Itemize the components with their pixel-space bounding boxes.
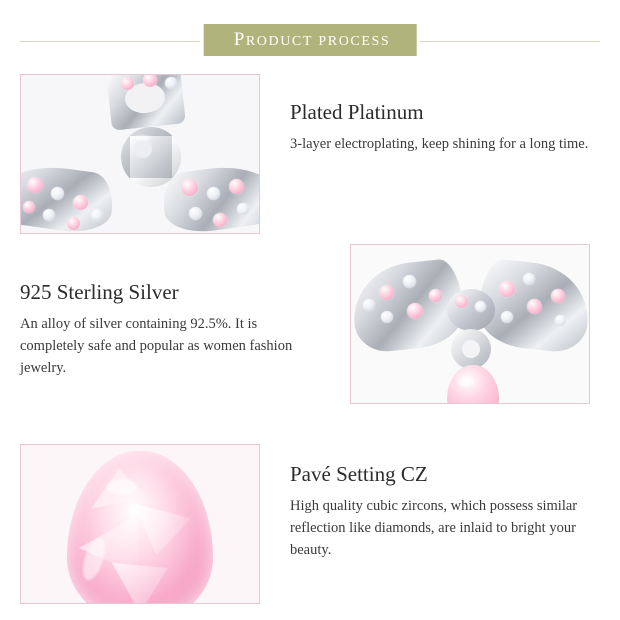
section-title-plated-platinum: Plated Platinum xyxy=(290,100,424,124)
page-title xyxy=(204,24,417,56)
section-pave-setting-cz xyxy=(20,444,590,604)
jewelry-illustration-pink-pear-gem xyxy=(21,445,259,603)
jewelry-illustration-bail-wing xyxy=(21,75,259,233)
product-photo-sterling-silver xyxy=(350,244,590,404)
section-text-plated-platinum xyxy=(290,74,590,156)
page-title-word-two: PROCESS xyxy=(318,34,391,49)
header-divider-left xyxy=(20,41,200,42)
page-title-word-one: RODUCT xyxy=(245,34,314,49)
section-title-pave-setting-cz: Pavé Setting CZ xyxy=(290,462,428,486)
page-title-initial: P xyxy=(233,29,246,50)
section-plated-platinum xyxy=(20,74,590,234)
jewelry-illustration-bow-pendant xyxy=(351,245,589,403)
header-divider-right xyxy=(420,41,600,42)
product-photo-pave-setting-cz xyxy=(20,444,260,604)
section-text-pave-setting-cz xyxy=(290,444,590,561)
section-body-pave-setting-cz: High quality cubic zircons, which possess similar reflection like diamonds, are inlaid to bright your beauty. xyxy=(290,498,578,558)
product-photo-plated-platinum xyxy=(20,74,260,234)
page-header xyxy=(0,24,620,58)
section-body-sterling-silver: An alloy of silver containing 92.5%. It is completely safe and popular as women fashion jewelry. xyxy=(20,316,293,376)
section-text-sterling-silver xyxy=(20,244,320,379)
section-sterling-silver xyxy=(20,244,590,404)
section-body-plated-platinum: 3-layer electroplating, keep shining for a long time. xyxy=(290,136,589,152)
section-title-sterling-silver: 925 Sterling Silver xyxy=(20,280,179,304)
